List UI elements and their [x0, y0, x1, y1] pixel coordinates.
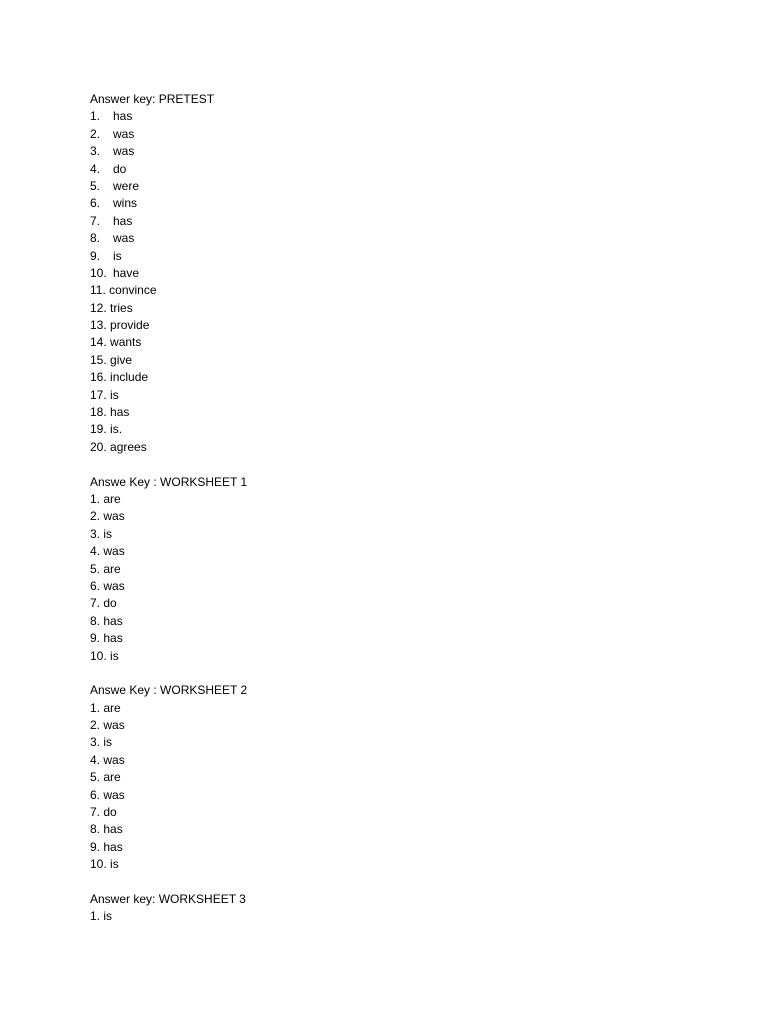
answer-number: 10. [90, 857, 107, 872]
answer-item [90, 126, 690, 143]
answer-text: has [103, 822, 123, 837]
answer-item [90, 804, 690, 821]
section-title: Answer key: WORKSHEET 3 [90, 891, 246, 906]
answer-item [90, 717, 690, 734]
answer-text: are [103, 561, 121, 576]
answer-item [90, 334, 690, 351]
answer-text: wants [110, 335, 142, 350]
answer-number: 3. [90, 144, 101, 159]
answer-number: 2. [90, 126, 101, 141]
answer-text: is. [110, 422, 123, 437]
answer-text: is [110, 387, 119, 402]
answer-item [90, 352, 690, 369]
answer-item [90, 508, 690, 525]
answer-item [90, 387, 690, 404]
answer-item [90, 543, 690, 560]
answer-text: was [113, 144, 135, 159]
answer-number: 6. [90, 578, 101, 593]
answer-number: 16. [90, 370, 107, 385]
answer-text: give [110, 352, 133, 367]
answer-number: 8. [90, 822, 101, 837]
section-title: Answe Key : WORKSHEET 2 [90, 683, 248, 698]
answer-number: 9. [90, 839, 101, 854]
answer-number: 2. [90, 509, 101, 524]
section-gap [90, 665, 690, 682]
section-gap [90, 456, 690, 473]
answer-text: was [103, 752, 125, 767]
answer-item [90, 526, 690, 543]
answer-text: is [103, 526, 113, 541]
answer-item [90, 421, 690, 438]
answer-number: 17. [90, 387, 107, 402]
answer-number: 1. [90, 700, 101, 715]
answer-text: do [103, 596, 117, 611]
answer-number: 4. [90, 161, 101, 176]
answer-item [90, 769, 690, 786]
answer-text: was [103, 578, 125, 593]
answer-item [90, 630, 690, 647]
answer-text: include [110, 370, 149, 385]
answer-item [90, 108, 690, 125]
answer-item [90, 839, 690, 856]
answer-text: was [103, 718, 125, 733]
answer-item [90, 178, 690, 195]
answer-text: has [110, 405, 130, 420]
answer-number: 2. [90, 718, 101, 733]
answer-number: 15. [90, 352, 107, 367]
answer-text: has [103, 613, 123, 628]
answer-item [90, 787, 690, 804]
answer-item [90, 282, 690, 299]
answer-number: 12. [90, 300, 107, 315]
answer-item [90, 595, 690, 612]
document-page [90, 91, 690, 926]
answer-text: was [113, 126, 135, 141]
answer-text: is [110, 857, 119, 872]
answer-number: 5. [90, 770, 101, 785]
answer-item [90, 369, 690, 386]
answer-number: 5. [90, 561, 101, 576]
answer-key-section [90, 891, 690, 926]
section-title: Answer key: PRETEST [90, 92, 215, 106]
answer-number: 1. [90, 109, 101, 124]
answer-item [90, 143, 690, 160]
answer-item [90, 404, 690, 421]
answer-text: agrees [110, 439, 147, 454]
answer-number: 1. [90, 491, 101, 506]
answer-item [90, 613, 690, 630]
answer-item [90, 213, 690, 230]
answer-number: 7. [90, 805, 101, 820]
answer-item [90, 248, 690, 265]
answer-number: 4. [90, 544, 101, 559]
answer-number: 1. [90, 909, 101, 924]
answer-number: 8. [90, 231, 101, 246]
answer-item [90, 439, 690, 456]
section-gap [90, 874, 690, 891]
answer-text: has [103, 839, 123, 854]
answer-text: was [103, 509, 125, 524]
answer-number: 13. [90, 318, 107, 333]
answer-text: provide [110, 318, 150, 333]
answer-number: 7. [90, 596, 101, 611]
answer-number: 20. [90, 439, 107, 454]
answer-item [90, 300, 690, 317]
answer-item [90, 491, 690, 508]
answer-item [90, 161, 690, 178]
answer-item [90, 821, 690, 838]
answer-text: wins [113, 196, 138, 211]
answer-number: 10. [90, 265, 107, 280]
answer-text: was [113, 231, 135, 246]
answer-text: is [110, 648, 119, 663]
answer-text: has [113, 213, 133, 228]
answer-number: 10. [90, 648, 107, 663]
answer-text: has [113, 109, 133, 124]
answer-item [90, 578, 690, 595]
answer-text: was [103, 544, 125, 559]
answer-number: 9. [90, 631, 101, 646]
answer-number: 3. [90, 526, 101, 541]
answer-number: 5. [90, 178, 101, 193]
answer-number: 14. [90, 335, 107, 350]
answer-key-section [90, 91, 690, 456]
answer-item [90, 752, 690, 769]
answer-number: 4. [90, 752, 101, 767]
answer-number: 3. [90, 735, 101, 750]
answer-item [90, 265, 690, 282]
answer-text: was [103, 787, 125, 802]
answer-item [90, 908, 690, 925]
answer-number: 18. [90, 405, 107, 420]
answer-key-section [90, 682, 690, 873]
answer-item [90, 648, 690, 665]
answer-text: convince [109, 283, 157, 298]
answer-text: have [113, 265, 140, 280]
section-title: Answe Key : WORKSHEET 1 [90, 474, 248, 489]
answer-text: are [103, 491, 121, 506]
answer-number: 8. [90, 613, 101, 628]
answer-item [90, 700, 690, 717]
answer-number: 6. [90, 196, 101, 211]
answer-item [90, 195, 690, 212]
answer-item [90, 230, 690, 247]
answer-number: 7. [90, 213, 101, 228]
answer-text: were [113, 178, 140, 193]
answer-item [90, 317, 690, 334]
answer-text: has [103, 631, 123, 646]
answer-text: do [103, 805, 117, 820]
answer-number: 19. [90, 422, 107, 437]
answer-text: is [103, 735, 113, 750]
answer-text: are [103, 700, 121, 715]
answer-number: 9. [90, 248, 101, 263]
answer-item [90, 856, 690, 873]
answer-key-section [90, 474, 690, 665]
answer-text: is [113, 248, 122, 263]
answer-text: do [113, 161, 127, 176]
answer-item [90, 561, 690, 578]
answer-number: 6. [90, 787, 101, 802]
answer-text: is [103, 909, 113, 924]
answer-text: tries [110, 300, 133, 315]
answer-text: are [103, 770, 121, 785]
answer-item [90, 734, 690, 751]
answer-number: 11. [90, 283, 106, 298]
